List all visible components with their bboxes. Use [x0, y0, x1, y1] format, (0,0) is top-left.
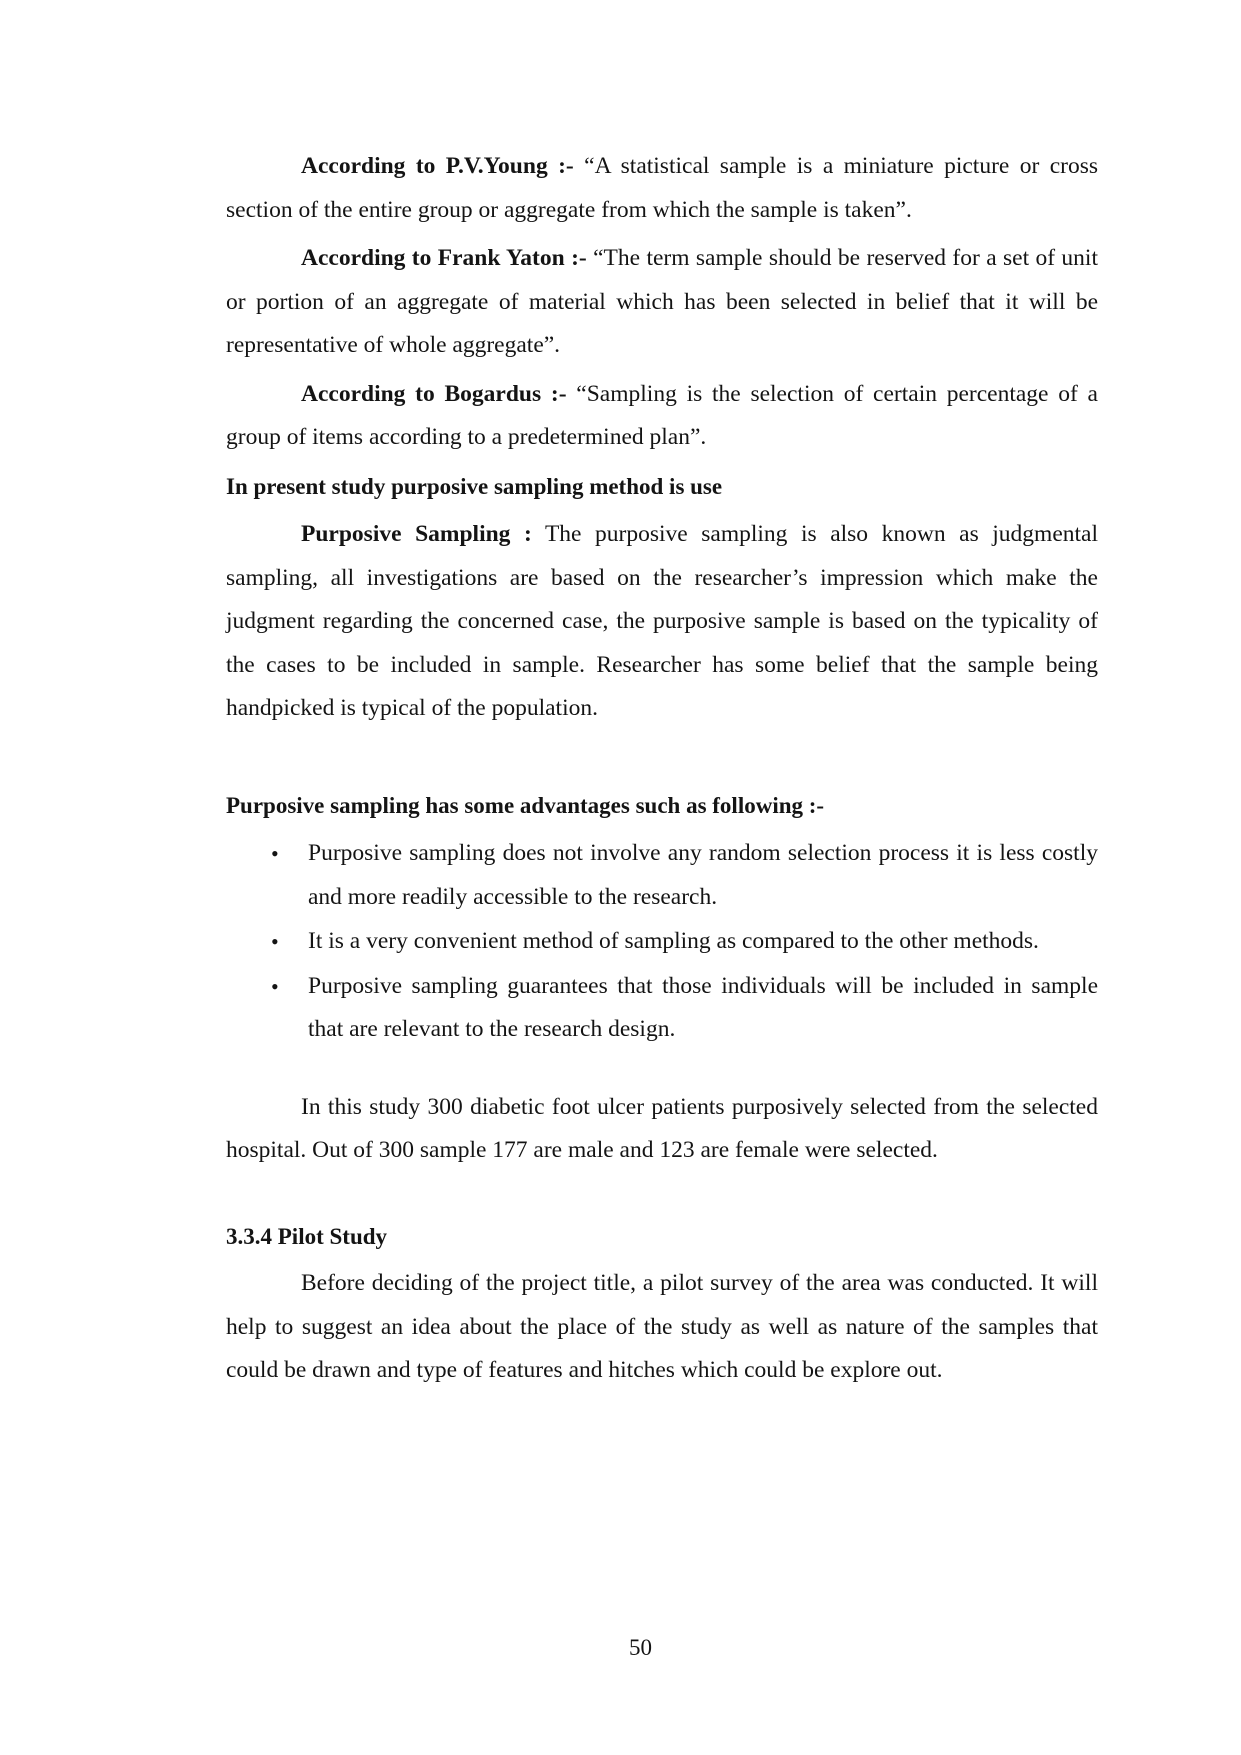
- definition-text: “The term sample should be reserved for a set of unit or portion of an aggregate of material which has been selected in belief that it will be representative of whole aggregate”.: [226, 245, 1098, 358]
- list-item-text: Purposive sampling guarantees that those individuals will be included in sample that are relevant to the research design.: [308, 972, 1098, 1042]
- list-item: [271, 965, 1098, 1052]
- document-body: [226, 145, 1098, 1393]
- purposive-paragraph: [226, 513, 1098, 731]
- definition-yaton: [226, 237, 1098, 368]
- definition-text: “Sampling is the selection of certain percentage of a group of items according to a predetermined plan”.: [226, 380, 1098, 450]
- definition-label: According to Frank Yaton :-: [301, 245, 587, 271]
- definition-label: According to P.V.Young :-: [301, 153, 574, 179]
- definition-label: According to Bogardus :-: [301, 380, 567, 407]
- page-number: 50: [629, 1635, 652, 1660]
- section-heading-pilot-study: 3.3.4 Pilot Study: [226, 1223, 388, 1249]
- list-item: [271, 920, 1098, 964]
- bullet-icon: •: [271, 973, 279, 999]
- bullet-icon: •: [271, 929, 279, 954]
- purposive-label: Purposive Sampling :: [301, 521, 532, 547]
- list-item-text: It is a very convenient method of sampling as compared to the other methods.: [308, 928, 1039, 954]
- definition-bogardus: [226, 373, 1098, 460]
- list-item-text: Purposive sampling does not involve any random selection process it is less costly and more readily accessible to the research.: [308, 840, 1098, 910]
- bullet-icon: •: [271, 841, 279, 866]
- list-item: [271, 832, 1098, 919]
- definition-young: [226, 145, 1098, 232]
- advantages-heading: Purposive sampling has some advantages such as following :-: [226, 792, 825, 818]
- purposive-text: The purposive sampling is also known as judgmental sampling, all investigations are based on the researcher’s impression which make the judgment regarding the concerned case, the purposive sample is based on the typicality of the cases to be included in sample. Researcher has some belief that the sample being handpicked is typical of the population.: [226, 521, 1098, 721]
- pilot-paragraph: Before deciding of the project title, a pilot survey of the area was conducted. It will help to suggest an idea about the place of the study as well as nature of the samples that could be drawn and type of features and hitches which could be explore out.: [226, 1270, 1098, 1383]
- method-heading: In present study purposive sampling method is use: [226, 473, 723, 499]
- advantages-list: [226, 832, 1098, 1052]
- sample-paragraph: In this study 300 diabetic foot ulcer patients purposively selected from the selected hospital. Out of 300 sample 177 are male and 123 are female were selected.: [226, 1093, 1098, 1163]
- definition-text: “A statistical sample is a miniature picture or cross section of the entire group or aggregate from which the sample is taken”.: [226, 153, 1099, 223]
